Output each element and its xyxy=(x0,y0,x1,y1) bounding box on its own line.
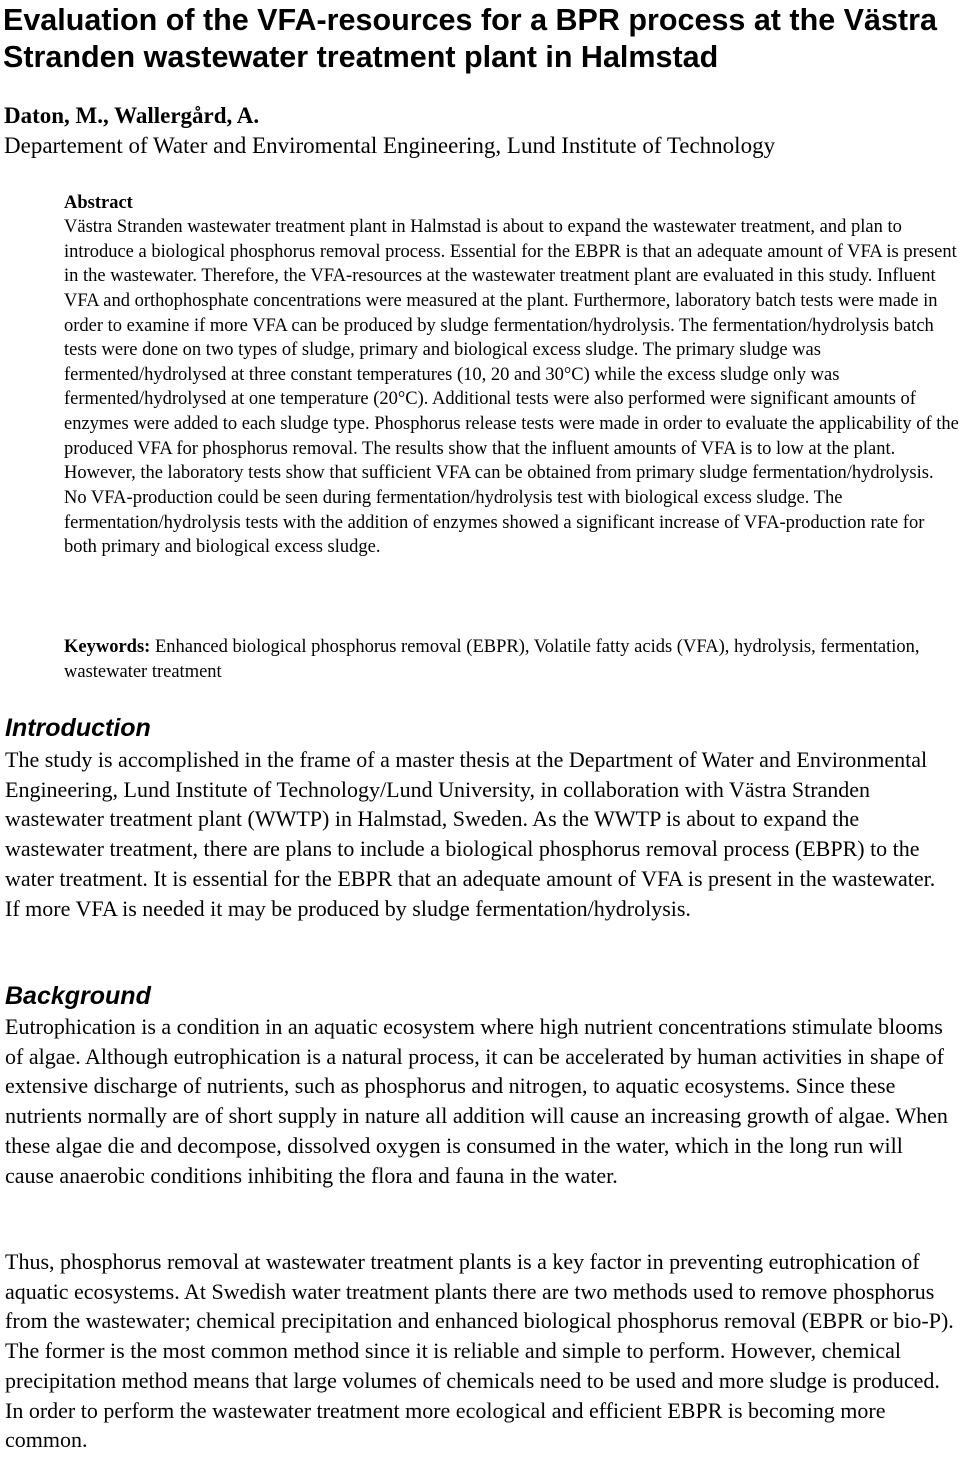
paper-title: Evaluation of the VFA-resources for a BPR process at the Västra Stranden wastewater treatment plant in Halmstad xyxy=(3,3,937,74)
background-paragraph-1: Eutrophication is a condition in an aquatic ecosystem where high nutrient concentrations stimulate blooms of algae. Although eutrophication is a natural process, it can be accelerated by human activities in shape of extensive discharge of nutrients, such as phosphorus and nitrogen, to aquatic ecosystems. Since these nutrients normally are of short supply in nature all addition will cause an increasing growth of algae. When these algae die and decompose, dissolved oxygen is consumed in the water, which in the long run will cause anaerobic conditions inhibiting the flora and fauna in the water. xyxy=(5,1014,948,1188)
keywords xyxy=(64,635,949,685)
keywords-label: Keywords: xyxy=(64,637,151,657)
abstract-text: Västra Stranden wastewater treatment plant in Halmstad is about to expand the wastewater treatment, and plan to introduce a biological phosphorus removal process. Essential for the EBPR is that an adequate amount of VFA is present in the wastewater. Therefore, the VFA-resources at the wastewater treatment plant are evaluated in this study. Influent VFA and orthophosphate concentrations were measured at the plant. Furthermore, laboratory batch tests were made in order to examine if more VFA can be produced by sludge fermentation/hydrolysis. The fermentation/hydrolysis batch tests were done on two types of sludge, primary and biological excess sludge. The primary sludge was fermented/hydrolysed at three constant temperatures (10, 20 and 30°C) while the excess sludge only was fermented/hydrolysed at one temperature (20°C). Additional tests were also performed were significant amounts of enzymes were added to each sludge type. Phosphorus release tests were made in order to evaluate the applicability of the produced VFA for phosphorus removal. The results show that the influent amounts of VFA is to low at the plant. However, the laboratory tests show that sufficient VFA can be obtained from primary sludge fermentation/hydrolysis. No VFA-production could be seen during fermentation/hydrolysis test with biological excess sludge. The fermentation/hydrolysis tests with the addition of enzymes showed a significant increase of VFA-production rate for both primary and biological excess sludge. xyxy=(64,217,959,558)
abstract-heading: Abstract xyxy=(64,193,133,213)
background-paragraph-2: Thus, phosphorus removal at wastewater treatment plants is a key factor in preventing eutrophication of aquatic ecosystems. At Swedish water treatment plants there are two methods used to remove phosphorus from the wastewater; chemical precipitation and enhanced biological phosphorus removal (EBPR or bio-P). The former is the most common method since it is reliable and simple to perform. However, chemical precipitation method means that large volumes of chemicals need to be used and more sludge is produced. In order to perform the wastewater treatment more ecological and efficient EBPR is becoming more common. xyxy=(5,1249,954,1453)
paper-authors: Daton, M., Wallergård, A. xyxy=(4,103,260,128)
introduction-heading: Introduction xyxy=(5,714,151,742)
keywords-text: Enhanced biological phosphorus removal (EBPR), Volatile fatty acids (VFA), hydrolysis, fermentation, wastewater treatment xyxy=(64,637,920,682)
paper-affiliation: Departement of Water and Enviromental Engineering, Lund Institute of Technology xyxy=(4,133,776,158)
background-heading: Background xyxy=(5,982,151,1010)
introduction-paragraph: The study is accomplished in the frame of a master thesis at the Department of Water and Environmental Engineering, Lund Institute of Technology/Lund University, in collaboration with Västra Stranden wastewater treatment plant (WWTP) in Halmstad, Sweden. As the WWTP is about to expand the wastewater treatment, there are plans to include a biological phosphorus removal process (EBPR) to the water treatment. It is essential for the EBPR that an adequate amount of VFA is present in the wastewater. If more VFA is needed it may be produced by sludge fermentation/hydrolysis. xyxy=(5,747,936,921)
